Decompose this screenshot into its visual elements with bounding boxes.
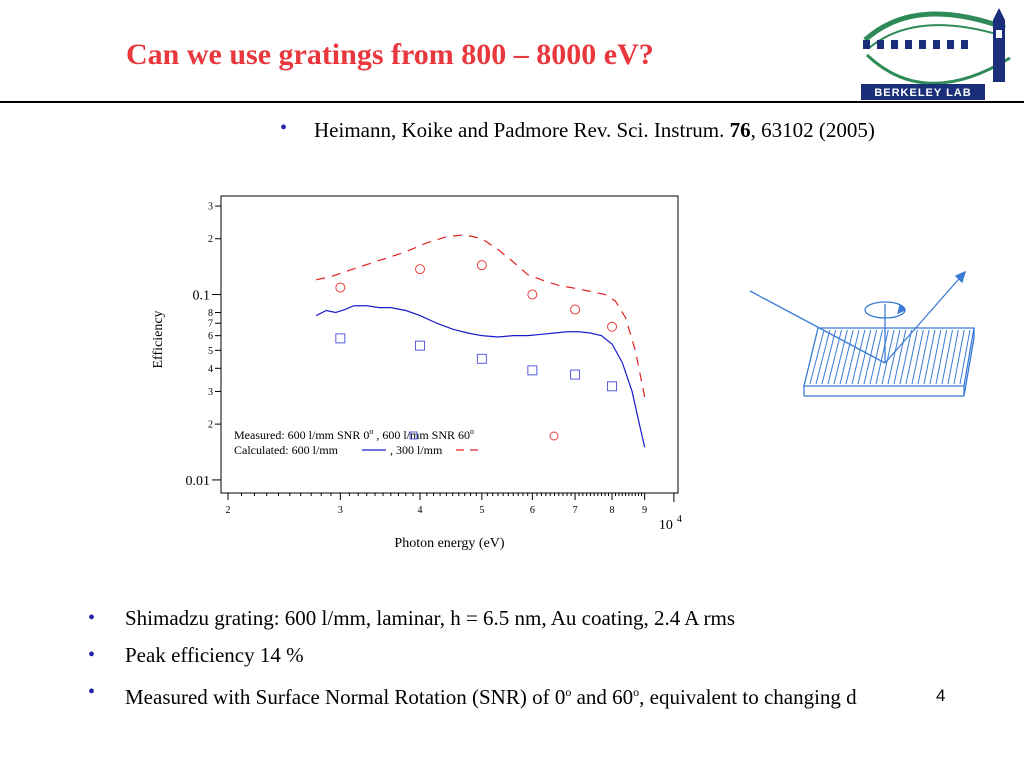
legend-entry-calculated: Calculated: 600 l/mm , 300 l/mm: [234, 443, 443, 457]
grating-ruling: [822, 330, 836, 384]
x-tick-label: 6: [529, 505, 535, 516]
bullet-item: • Measured with Surface Normal Rotation (SNR) of 0$^o$ and 60$^o$, equivalent to changing d: [88, 677, 918, 713]
grating-ruling: [852, 330, 865, 384]
bullet-dot: •: [88, 644, 96, 666]
x-tick-label: 7: [572, 505, 578, 516]
page-number: 4: [936, 686, 946, 705]
measured-snr60-point: [528, 290, 537, 299]
y-tick-label: 5: [208, 345, 213, 357]
grating-ruling: [936, 330, 947, 384]
grating-ruling: [948, 330, 958, 384]
measured-snr0-point: [416, 341, 425, 350]
y-tick-label: 3: [208, 386, 213, 398]
berkeley-lab-logo: [855, 0, 1024, 103]
calculated-300-line: [316, 235, 644, 397]
bullet-dot: •: [280, 117, 288, 139]
bullet-list: [88, 603, 918, 719]
x-tick-label: 5: [479, 505, 485, 516]
grating-ruling: [918, 330, 929, 384]
x-tick-label: 9: [642, 505, 648, 516]
measured-snr60-point: [477, 261, 486, 270]
grating-ruling: [930, 330, 941, 384]
x-tick-label: 2: [225, 505, 231, 516]
grating-ruling: [870, 330, 882, 384]
measured-snr0-point: [528, 366, 537, 375]
y-tick-label: 7: [208, 318, 213, 330]
reference-text: Heimann, Koike and Padmore Rev. Sci. Instrum. 76, 63102 (2005): [314, 118, 875, 142]
y-tick-label: 8: [208, 307, 213, 319]
x-multiplier-base: 10: [658, 518, 673, 533]
measured-snr60-point: [571, 305, 580, 314]
grating-ruling: [942, 330, 952, 384]
grating-ruling: [876, 330, 888, 384]
x-multiplier-exp: 4: [676, 514, 682, 525]
y-tick-label: 0.1: [192, 288, 210, 304]
grating-ruling: [882, 330, 894, 384]
y-tick-label: 3: [208, 201, 213, 213]
y-tick-label: 2: [208, 234, 213, 246]
bullet-dot: •: [88, 681, 96, 703]
bullet-item: • Peak efficiency 14 %: [88, 640, 918, 671]
y-tick-label: 4: [208, 363, 213, 375]
logo-lettering: BERKELEY LAB: [874, 87, 972, 99]
efficiency-chart-svg: [140, 185, 700, 560]
calculated-600-line: [316, 306, 644, 448]
grating-ruling: [858, 330, 871, 384]
grating-ruling: [810, 330, 824, 384]
measured-snr0-point: [336, 334, 345, 343]
legend-circle-marker: [550, 432, 558, 440]
efficiency-chart: [140, 185, 700, 560]
grating-ruling: [816, 330, 830, 384]
y-tick-label: 0.01: [185, 473, 210, 489]
x-axis-label: Photon energy (eV): [394, 536, 505, 551]
grating-ruling: [840, 330, 853, 384]
y-axis-label: Efficiency: [151, 310, 166, 369]
measured-snr0-point: [477, 354, 486, 363]
y-tick-label: 2: [208, 419, 213, 431]
grating-ruling: [900, 330, 912, 384]
grating-ruling: [894, 330, 906, 384]
x-tick-label: 4: [417, 505, 423, 516]
x-tick-label: 8: [609, 505, 615, 516]
measured-snr60-point: [608, 322, 617, 331]
grating-ruling: [954, 330, 964, 384]
grating-ruling: [834, 330, 847, 384]
title-divider: [0, 101, 1024, 103]
grating-rotation-diagram: [740, 258, 1020, 413]
y-tick-label: 6: [208, 331, 213, 343]
measured-snr0-point: [608, 382, 617, 391]
bullet-item: • Shimadzu grating: 600 l/mm, laminar, h = 6.5 nm, Au coating, 2.4 A rms: [88, 603, 918, 634]
bullet-dot: •: [88, 607, 96, 629]
grating-ruling: [846, 330, 859, 384]
x-tick-label: 3: [337, 505, 343, 516]
measured-snr60-point: [336, 283, 345, 292]
slide-title: Can we use gratings from 800 – 8000 eV?: [126, 38, 654, 71]
grating-ruling: [924, 330, 935, 384]
legend-entry-measured: Measured: 600 l/mm SNR 0$^o$ , 600 l/mm SNR 60$^o$: [234, 427, 475, 442]
measured-snr60-point: [416, 265, 425, 274]
grating-ruling: [912, 330, 923, 384]
measured-snr0-point: [571, 370, 580, 379]
